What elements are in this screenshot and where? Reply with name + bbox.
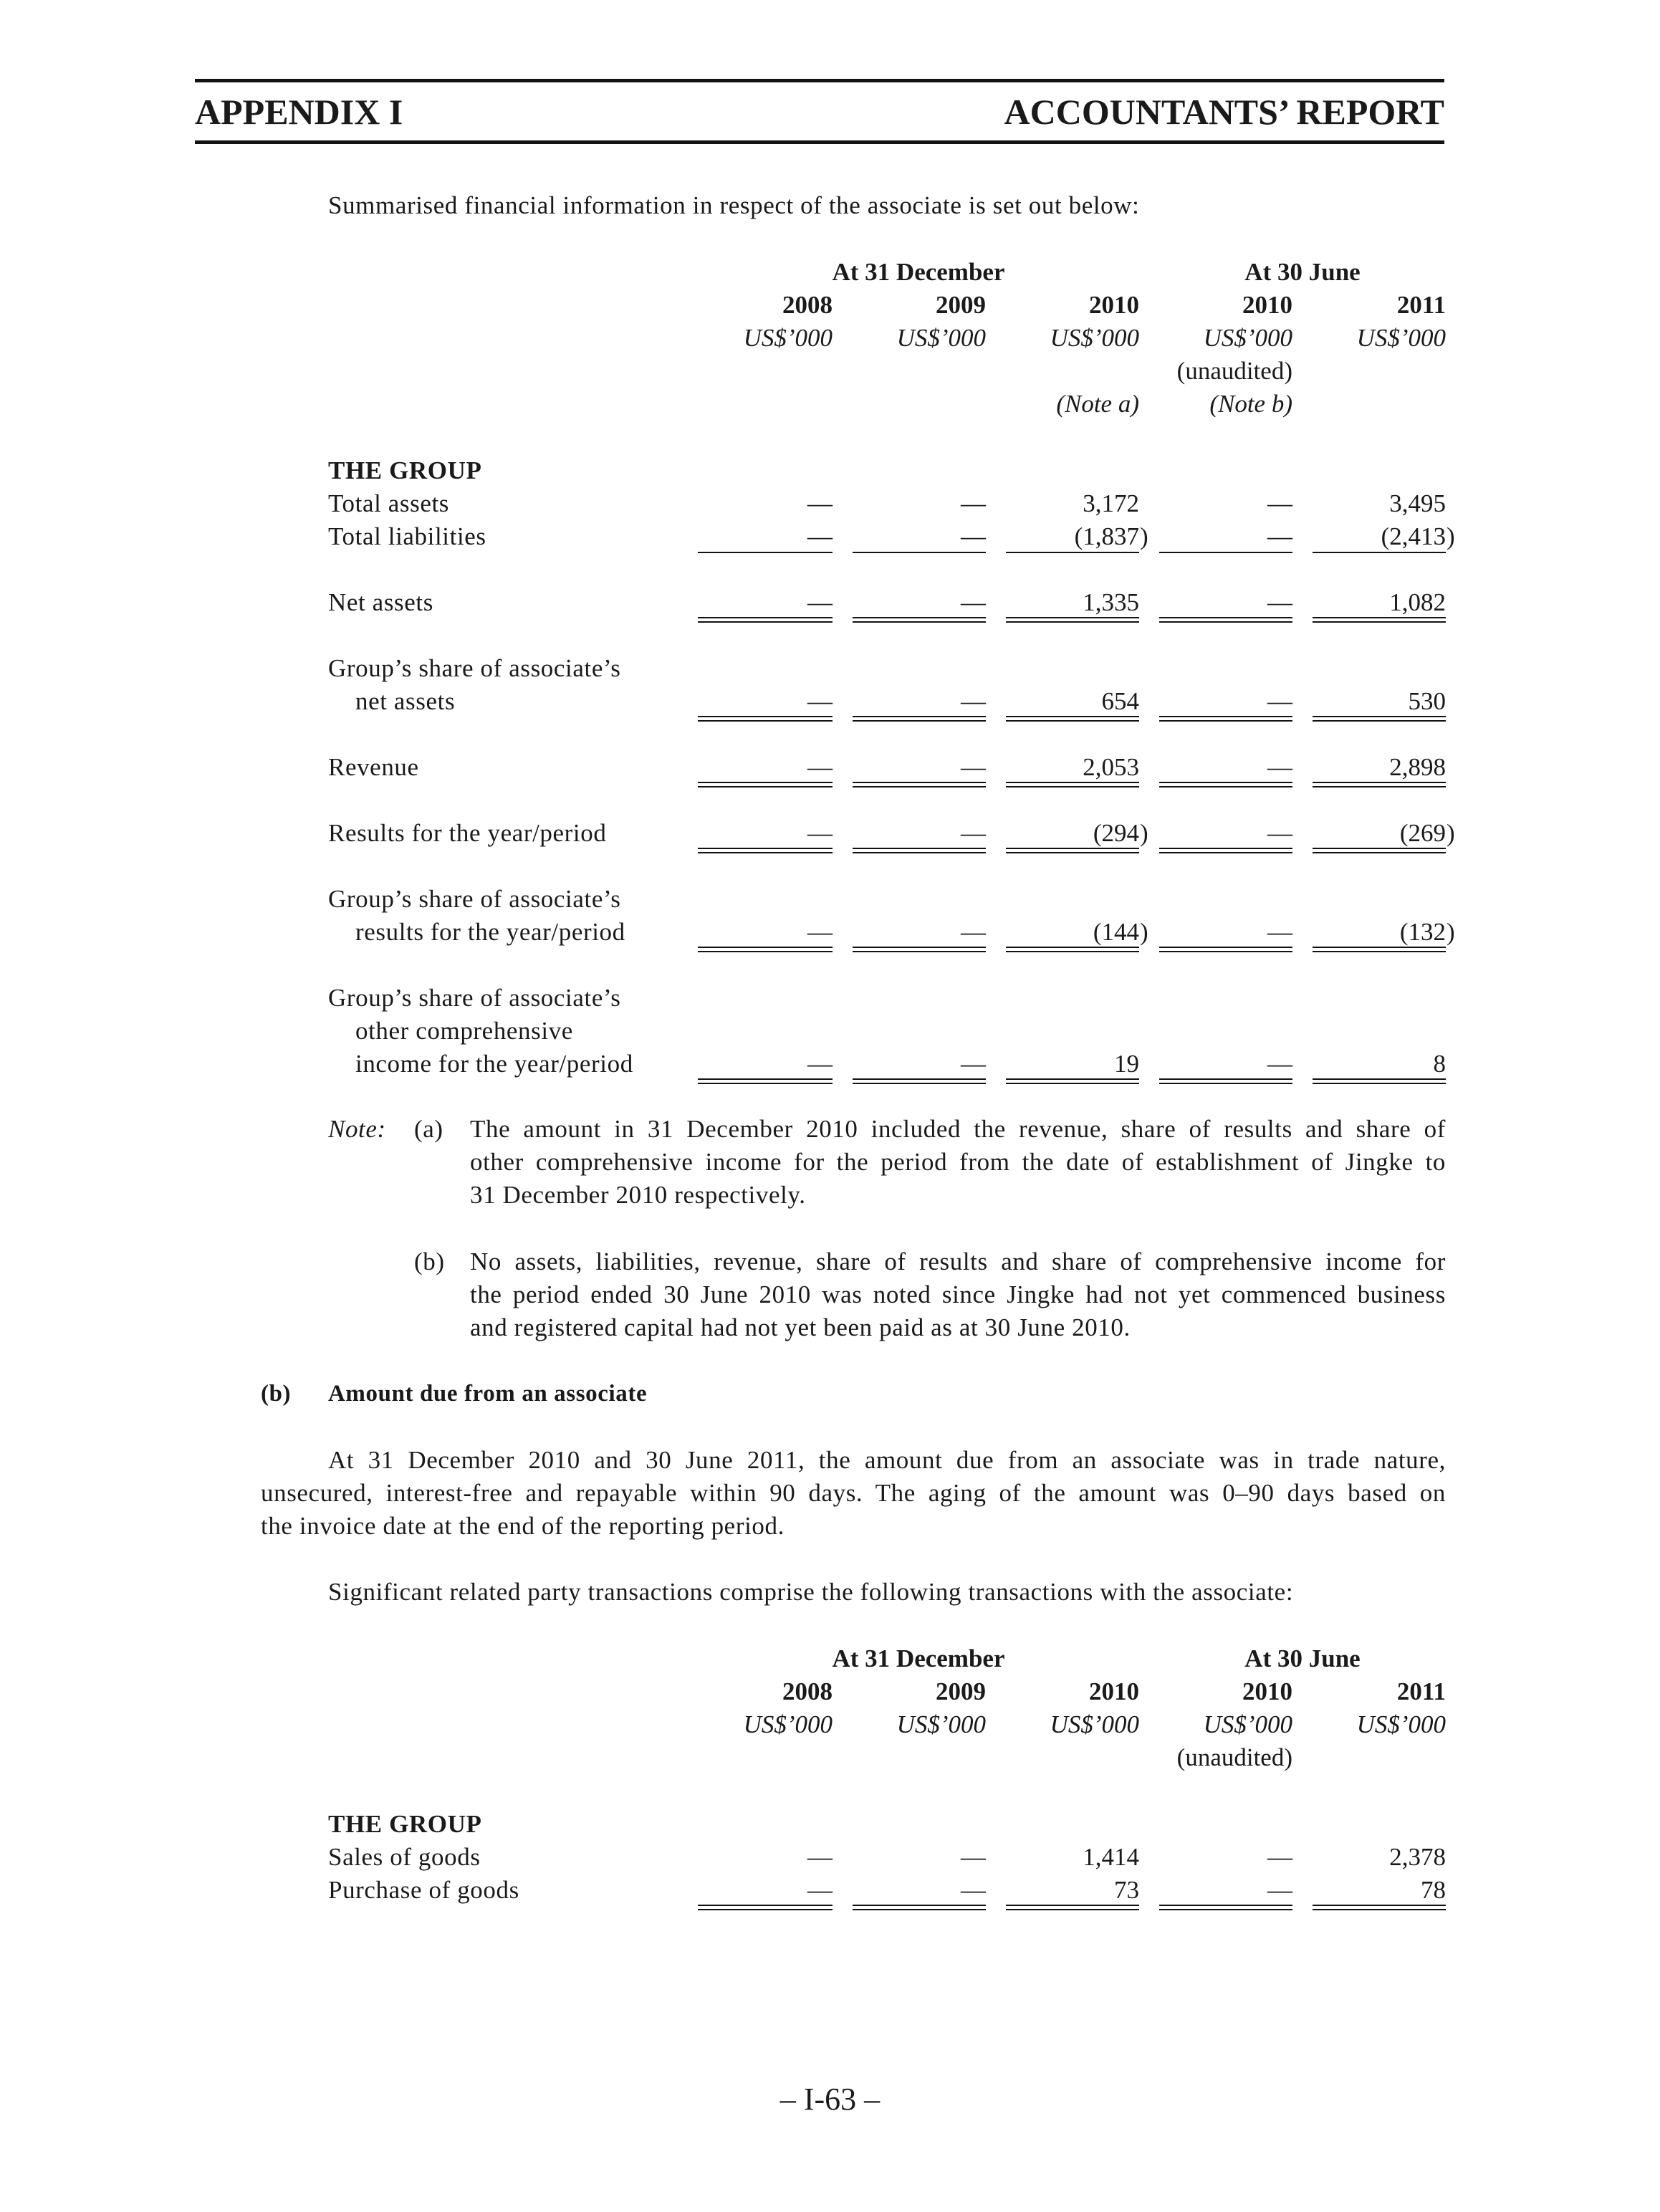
double-rule [1159,947,1292,952]
year-header: 2010 [1242,1677,1292,1705]
row-label: Total assets [328,489,450,517]
cell-value: — [961,819,986,847]
section-row [0,454,1660,487]
single-rule [1006,552,1139,553]
cell-value: — [807,1050,833,1078]
double-rule [698,947,833,952]
table-row-label-line [0,652,1660,685]
unit-header: US$’000 [743,324,833,352]
cell-value: — [1267,522,1292,550]
note-b-line: the period ended 30 June 2010 was noted since Jingke had not yet commenced business [470,1280,1446,1308]
row-label: income for the year/period [355,1050,633,1078]
table-row-label-line [0,1015,1660,1048]
section-heading: Amount due from an associate [328,1381,648,1407]
cell-value: — [961,489,986,517]
double-rule [1313,1905,1446,1910]
double-rule [1313,782,1446,787]
paren-close: ) [1140,819,1148,847]
unit-header-row [0,1708,1660,1741]
cell-value: — [807,753,833,781]
cell-value: (144 [1093,918,1139,946]
col-group-june: At 30 June [1244,258,1361,286]
year-header: 2011 [1396,291,1446,319]
header-bottom-rule [195,140,1444,144]
note-a-line: 31 December 2010 respectively. [470,1181,806,1209]
cell-value: 654 [1101,687,1139,715]
cell-value: 2,898 [1389,753,1446,781]
double-rule [698,1905,833,1910]
row-label: Purchase of goods [328,1876,519,1904]
note-prefix: Note: [328,1115,386,1143]
table-row [0,1874,1660,1907]
section-title: THE GROUP [328,1810,482,1838]
year-header: 2010 [1242,291,1292,319]
cell-value: (2,413 [1381,522,1446,550]
paren-close: ) [1446,522,1455,550]
unaudited-row [0,355,1660,388]
page-number: – I-63 – [779,2082,881,2117]
col-group-december: At 31 December [832,258,1005,286]
cell-value: 19 [1114,1050,1139,1078]
double-rule [1006,1078,1139,1084]
cell-value: 530 [1408,687,1446,715]
row-label: Total liabilities [328,522,486,550]
single-rule [698,552,833,553]
year-header: 2008 [782,291,833,319]
double-rule [853,716,986,722]
cell-value: — [1267,1050,1292,1078]
body-line: unsecured, interest-free and repayable within 90 days. The aging of the amount was 0–90 days based on [261,1479,1446,1507]
double-rule [698,617,833,623]
section-row [0,1808,1660,1841]
cell-value: — [807,1843,833,1871]
unit-header: US$’000 [1356,1710,1446,1738]
table-row-label-line [0,883,1660,916]
cell-value: 78 [1421,1876,1446,1904]
year-header: 2010 [1089,1677,1139,1705]
paren-close: ) [1446,819,1455,847]
double-rule [853,1905,986,1910]
cell-value: — [807,1876,833,1904]
row-label: Group’s share of associate’s [328,984,621,1012]
unaudited-label: (unaudited) [1176,1743,1292,1771]
paren-close: ) [1140,918,1148,946]
unaudited-label: (unaudited) [1176,357,1292,385]
double-rule [1159,848,1292,853]
note-b-line: No assets, liabilities, revenue, share of results and share of comprehensive income for [470,1248,1446,1275]
unit-header: US$’000 [896,324,986,352]
double-rule [1159,1078,1292,1084]
cell-value: — [1267,489,1292,517]
unit-header: US$’000 [896,1710,986,1738]
note-b-line: and registered capital had not yet been paid as at 30 June 2010. [470,1313,1131,1341]
cell-value: 1,335 [1083,588,1139,616]
double-rule [1159,716,1292,722]
cell-value: — [1267,918,1292,946]
row-label: Revenue [328,753,419,781]
year-header: 2011 [1396,1677,1446,1705]
paren-close: ) [1446,918,1455,946]
cell-value: 1,414 [1083,1843,1139,1871]
double-rule [698,848,833,853]
cell-value: — [807,918,833,946]
cell-value: — [961,918,986,946]
cell-value: — [961,1843,986,1871]
unit-header: US$’000 [1356,324,1446,352]
note-b-ref: (Note b) [1209,390,1292,418]
table-row [0,751,1660,784]
double-rule [698,716,833,722]
double-rule [1313,848,1446,853]
double-rule [698,782,833,787]
cell-value: — [961,1876,986,1904]
col-group-june: At 30 June [1244,1644,1361,1672]
note-ref-row [0,388,1660,421]
double-rule [1159,1905,1292,1910]
cell-value: — [1267,753,1292,781]
table-row [0,916,1660,949]
unit-header: US$’000 [1050,1710,1139,1738]
unit-header: US$’000 [1203,1710,1292,1738]
unit-header: US$’000 [1050,324,1139,352]
year-header: 2009 [936,291,986,319]
single-rule [1159,552,1292,553]
cell-value: — [807,588,833,616]
unaudited-row [0,1741,1660,1774]
double-rule [853,1078,986,1084]
section-title: THE GROUP [328,456,482,484]
cell-value: — [1267,1876,1292,1904]
section-marker: (b) [261,1381,292,1407]
cell-value: — [961,687,986,715]
unit-header: US$’000 [1203,324,1292,352]
row-label: Net assets [328,588,433,616]
cell-value: — [1267,687,1292,715]
double-rule [1313,617,1446,623]
cell-value: — [807,489,833,517]
cell-value: 3,495 [1389,489,1446,517]
body-line: At 31 December 2010 and 30 June 2011, the amount due from an associate was in trade nature, [328,1446,1446,1474]
cell-value: (132 [1399,918,1446,946]
table-row [0,586,1660,619]
year-header-row [0,1675,1660,1708]
intro-text: Summarised financial information in respect of the associate is set out below: [328,191,1140,219]
double-rule [1006,617,1139,623]
cell-value: — [961,522,986,550]
year-header: 2010 [1089,291,1139,319]
double-rule [1159,617,1292,623]
cell-value: — [961,1050,986,1078]
year-header: 2009 [936,1677,986,1705]
double-rule [1006,848,1139,853]
header-appendix: APPENDIX I [195,92,403,132]
cell-value: — [807,687,833,715]
double-rule [853,848,986,853]
year-header-row [0,289,1660,322]
double-rule [1006,716,1139,722]
cell-value: — [807,522,833,550]
cell-value: — [961,753,986,781]
double-rule [1159,782,1292,787]
body-text: Significant related party transactions comprise the following transactions with the associate: [328,1578,1294,1606]
cell-value: (294 [1093,819,1139,847]
note-a-line: The amount in 31 December 2010 included the revenue, share of results and share of [470,1115,1446,1143]
note-b-marker: (b) [414,1248,445,1275]
double-rule [1313,1078,1446,1084]
cell-value: — [1267,588,1292,616]
table-row-label-line [0,982,1660,1015]
row-label: Group’s share of associate’s [328,654,621,682]
double-rule [853,947,986,952]
double-rule [853,782,986,787]
table-row [0,1841,1660,1874]
cell-value: — [807,819,833,847]
table-row [0,1048,1660,1081]
row-label: net assets [355,687,456,715]
note-a-marker: (a) [414,1115,443,1143]
unit-header: US$’000 [743,1710,833,1738]
double-rule [1006,947,1139,952]
row-label: Sales of goods [328,1843,481,1871]
double-rule [853,617,986,623]
cell-value: 2,053 [1083,753,1139,781]
paren-close: ) [1140,522,1148,550]
cell-value: (1,837 [1074,522,1139,550]
cell-value: 2,378 [1389,1843,1446,1871]
table-row [0,520,1660,553]
table-row [0,487,1660,520]
col-group-december: At 31 December [832,1644,1005,1672]
note-a-ref: (Note a) [1056,390,1139,418]
header-top-rule [195,79,1444,82]
double-rule [1313,716,1446,722]
cell-value: — [1267,819,1292,847]
year-header: 2008 [782,1677,833,1705]
cell-value: — [961,588,986,616]
unit-header-row [0,322,1660,355]
cell-value: 3,172 [1083,489,1139,517]
double-rule [1006,1905,1139,1910]
row-label: other comprehensive [355,1017,573,1045]
double-rule [1006,782,1139,787]
cell-value: 8 [1433,1050,1446,1078]
note-a-line: other comprehensive income for the period from the date of establishment of Jingke to [470,1148,1446,1176]
row-label: Results for the year/period [328,819,607,847]
cell-value: 1,082 [1389,588,1446,616]
table-row [0,685,1660,718]
cell-value: (269 [1399,819,1446,847]
row-label: Group’s share of associate’s [328,885,621,913]
single-rule [1313,552,1446,553]
row-label: results for the year/period [355,918,625,946]
double-rule [1313,947,1446,952]
cell-value: — [1267,1843,1292,1871]
header-report-title: ACCOUNTANTS’ REPORT [1004,92,1444,132]
cell-value: 73 [1114,1876,1139,1904]
body-line: the invoice date at the end of the reporting period. [261,1512,785,1540]
double-rule [698,1078,833,1084]
table-row [0,817,1660,850]
single-rule [853,552,986,553]
